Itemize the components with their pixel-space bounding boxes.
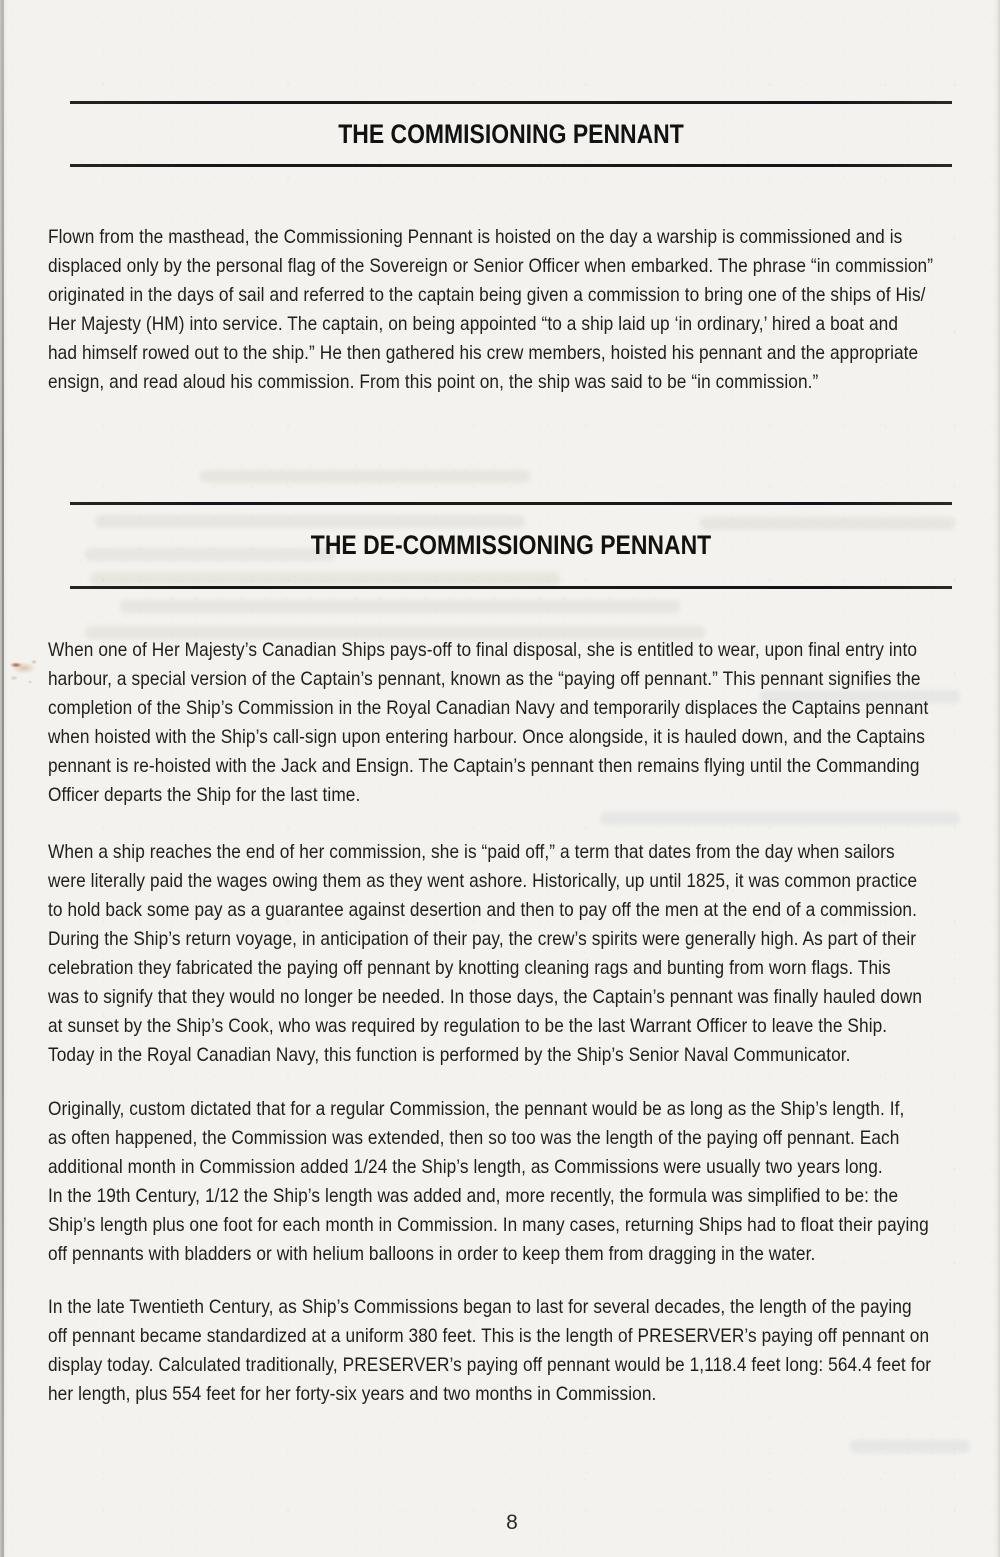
text-line: her length, plus 554 feet for her forty-six years and two months in Commission. xyxy=(48,1383,657,1405)
bleedthrough-strip xyxy=(120,600,680,613)
text-line: originated in the days of sail and referred to the captain being given a commission to bring one of the ships of His/ xyxy=(48,284,926,306)
paragraph-paid-off-history xyxy=(48,838,922,1070)
section-divider xyxy=(70,101,952,104)
page-number: 8 xyxy=(506,1511,518,1534)
text-line: Flown from the masthead, the Commissioning Pennant is hoisted on the day a warship is commissioned and is xyxy=(48,226,903,248)
text-line: had himself rowed out to the ship.” He then gathered his crew members, hoisted his pennant and the appropriate xyxy=(48,342,919,364)
text-line: Originally, custom dictated that for a regular Commission, the pennant would be as long as the Ship’s length. If, xyxy=(48,1098,905,1120)
paragraph-pennant-length-custom xyxy=(48,1095,929,1269)
bleedthrough-strip xyxy=(95,515,525,528)
text-line: During the Ship’s return voyage, in anticipation of their pay, the crew’s spirits were generally high. As part of their xyxy=(48,928,917,950)
text-line: Today in the Royal Canadian Navy, this function is performed by the Ship’s Senior Naval Communicator. xyxy=(48,1044,851,1066)
text-line: was to signify that they would no longer be needed. In those days, the Captain’s pennant was finally hauled down xyxy=(48,986,923,1008)
section-title-commissioning-pennant: THE COMMISIONING PENNANT xyxy=(338,119,684,149)
text-line: as often happened, the Commission was extended, then so too was the length of the paying off pennant. Each xyxy=(48,1127,900,1149)
text-line: In the late Twentieth Century, as Ship’s Commissions began to last for several decades, the length of the paying xyxy=(48,1296,912,1318)
page-right-edge xyxy=(993,0,1000,1557)
ink-stain xyxy=(4,648,46,692)
text-line: when hoisted with the Ship’s call-sign upon entering harbour. Once alongside, it is hauled down, and the Captains xyxy=(48,726,925,748)
text-line: pennant is re-hoisted with the Jack and Ensign. The Captain’s pennant then remains flying until the Commanding xyxy=(48,755,920,777)
bleedthrough-strip xyxy=(850,1440,970,1453)
text-line: harbour, a special version of the Captain’s pennant, known as the “paying off pennant.” This pennant signifies the xyxy=(48,668,921,690)
paragraph-paying-off-pennant xyxy=(48,636,928,810)
bleedthrough-strip xyxy=(700,517,955,530)
text-line: When one of Her Majesty’s Canadian Ships pays-off to final disposal, she is entitled to wear, upon final entry into xyxy=(48,639,918,661)
section-title-decommissioning-pennant: THE DE-COMMISSIONING PENNANT xyxy=(310,530,712,560)
paragraph-modern-standard xyxy=(48,1293,931,1409)
text-line: display today. Calculated traditionally, PRESERVER’s paying off pennant would be 1,118.4 feet long: 564.4 feet for xyxy=(48,1354,932,1376)
text-line: off pennants with bladders or with helium balloons in order to keep them from dragging in the water. xyxy=(48,1243,816,1265)
text-line: Her Majesty (HM) into service. The captain, on being appointed “to a ship laid up ‘in ordinary,’ hired a boat and xyxy=(48,313,899,335)
text-line: were literally paid the wages owing them as they went ashore. Historically, up until 1825, it was common practice xyxy=(48,870,918,892)
text-line: off pennant became standardized at a uniform 380 feet. This is the length of PRESERVER’s paying off pennant on xyxy=(48,1325,930,1347)
text-line: In the 19th Century, 1/12 the Ship’s length was added and, more recently, the formula was simplified to be: the xyxy=(48,1185,899,1207)
text-line: celebration they fabricated the paying off pennant by knotting cleaning rags and bunting from worn flags. This xyxy=(48,957,891,979)
text-line: displaced only by the personal flag of the Sovereign or Senior Officer when embarked. The phrase “in commission” xyxy=(48,255,934,277)
text-line: at sunset by the Ship’s Cook, who was required by regulation to be the last Warrant Officer to leave the Ship. xyxy=(48,1015,888,1037)
section-divider xyxy=(70,164,952,167)
section-divider xyxy=(70,586,952,589)
text-line: ensign, and read aloud his commission. From this point on, the ship was said to be “in commission.” xyxy=(48,371,819,393)
page-left-edge xyxy=(0,0,8,1557)
text-line: Officer departs the Ship for the last time. xyxy=(48,784,361,806)
text-line: additional month in Commission added 1/24 the Ship’s length, as Commissions were usually two years long. xyxy=(48,1156,883,1178)
bleedthrough-strip xyxy=(90,572,560,585)
paragraph-commissioning xyxy=(48,223,933,397)
section-divider xyxy=(70,502,952,505)
bleedthrough-strip xyxy=(200,470,530,483)
text-line: When a ship reaches the end of her commission, she is “paid off,” a term that dates from the day when sailors xyxy=(48,841,895,863)
text-line: to hold back some pay as a guarantee against desertion and then to pay off the men at the end of a commission. xyxy=(48,899,918,921)
bleedthrough-strip xyxy=(600,812,960,825)
text-line: completion of the Ship’s Commission in the Royal Canadian Navy and temporarily displaces the Captains pennant xyxy=(48,697,929,719)
text-line: Ship’s length plus one foot for each month in Commission. In many cases, returning Ships had to float their paying xyxy=(48,1214,929,1236)
